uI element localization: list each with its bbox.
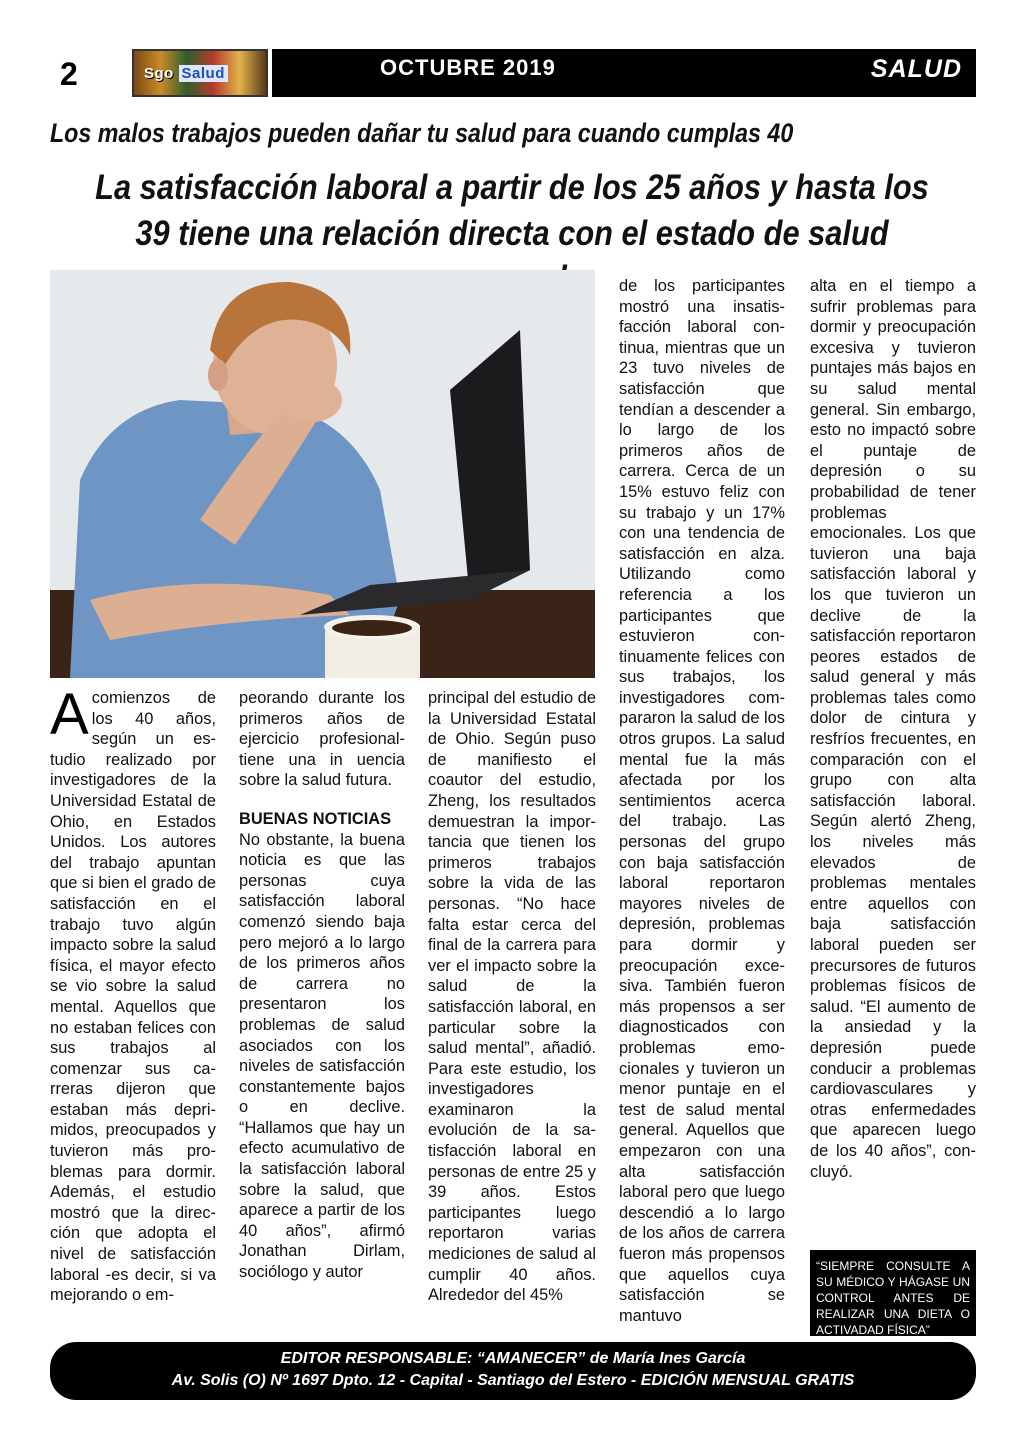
issue-date: OCTUBRE 2019 <box>380 55 556 80</box>
article-column-5 <box>810 276 976 1182</box>
column-2-text-b: No obstante, la buena noticia es que las personas cuya satisfacción laboral comenzó siendo baja pero mejoró a lo largo de los primeros años de carrera no presentaron los problemas de salud asociados con los niveles de satisfacción constantemente bajos o en declive. “Hallamos que hay un efecto acumulativo de la satisfacción laboral sobre la salud, que aparece a partir de los 40 años”, afirmó Jonathan Dirlam, sociólogo y autor <box>239 830 405 1282</box>
article-photo <box>50 270 595 678</box>
article-column-4 <box>619 276 785 1326</box>
section-title: SALUD <box>870 55 962 83</box>
column-2-text-a: peorando durante los primeros años de ejercicio profesional- tiene una in uencia sobre la salud futura. <box>239 689 405 790</box>
article-column-2 <box>239 688 405 1283</box>
logo-text-a: Sgo <box>144 65 174 82</box>
photo-illustration <box>50 270 595 678</box>
footer-editor-line: EDITOR RESPONSABLE: “AMANECER” de María Ines García <box>280 1350 746 1367</box>
article-kicker: Los malos trabajos pueden dañar tu salud para cuando cumplas 40 <box>50 118 794 148</box>
logo-text <box>144 65 228 82</box>
logo-text-b: Salud <box>179 65 228 82</box>
column-5-text: alta en el tiempo a sufrir problemas para dormir y preocupación excesiva y tuvieron puntajes más bajos en su salud mental general. Sin embargo, esto no impactó sobre el puntaje de depresión o su probabilidad de tener problemas emocionales. Los que tuvieron una baja satisfacción laboral y los que tuvieron un declive de la satisfacción reportaron peores estados de salud general y más problemas tales como dolor de cintura y resfríos frecuentes, en comparación con el grupo con alta satisfacción laboral. Según alertó Zheng, los niveles más elevados de problemas mentales entre aquellos con baja satisfacción laboral pueden ser precursores de futuros problemas físicos de salud. “El aumento de la ansiedad y la depresión puede conducir a problemas cardiovasculares y otras enfermedades que aparecen luego de los 40 años”, concluyó. <box>810 277 976 1181</box>
footer-banner <box>50 1342 976 1400</box>
article-headline: La satisfacción laboral a partir de los 25 años y hasta los 39 tiene una relación directa con el estado de salud <box>95 168 929 253</box>
column-3-text: principal del estudio de la Universidad Estatal de Ohio. Según puso de manifiesto el coautor del estudio, Zheng, los resultados demuestran la importancia que tienen los primeros trabajos sobre la vida de las personas. “No hace falta estar cerca del final de la carrera para ver el impacto sobre la salud de la satisfacción laboral, en particular sobre la salud mental”, añadió. Para este estudio, los investigadores examinaron la evolución de la satisfacción laboral en personas de entre 25 y 39 años. Estos participantes luego reportaron varias mediciones de salud al cumplir 40 años. Alrededor del 45% <box>428 689 596 1305</box>
drop-cap: A <box>50 682 89 747</box>
footer-address-line: Av. Solis (O) Nº 1697 Dpto. 12 - Capital - Santiago del Estero - EDICIÓN MENSUAL GRATIS <box>171 1372 855 1389</box>
column-4-text: de los participantes mostró una insatisfacción laboral continua, mientras que un 23 tuvo niveles de satisfacción que tendían a descender a lo largo de los primeros años de carrera. Cerca de un 15% estuvo feliz con su trabajo y un 17% con una tendencia de satisfacción en alza. Utilizando como referencia a los participantes que estuvieron continuamente felices con sus trabajos, los investigadores compararon la salud de los otros grupos. La salud mental fue la más afectada por los sentimientos acerca del trabajo. Las personas del grupo con baja satisfacción laboral reportaron mayores niveles de depresión, problemas para dormir y preocupación excesiva. También fueron más propensos a ser diagnosticados con problemas emocionales y tuvieron un menor puntaje en el test de salud mental general. Aquellos que empezaron con una alta satisfacción laboral pero que luego descendió a lo largo de los años de carrera fueron más propensos que aquellos cuya satisfacción se mantuvo <box>619 277 785 1325</box>
subhead-buenas-noticias: BUENAS NOTICIAS <box>239 809 392 828</box>
health-advice-callout: “SIEMPRE CONSULTE A SU MÉDICO Y HÁGASE UN CONTROL ANTES DE REALIZAR UNA DIETA O ACTIVADAD FÍSICA” <box>810 1250 976 1336</box>
page-number: 2 <box>60 56 78 92</box>
column-1-text: comienzos de los 40 años, según un estudio realizado por investigadores de la Universidad Estatal de Ohio, en Estados Unidos. Los autores del trabajo apuntan que si bien el grado de satisfacción en el trabajo tuvo algún impacto sobre la salud física, el mayor efecto se vio sobre la salud mental. Aquellos que no estaban felices con sus trabajos al comenzar sus carreras dijeron que estaban más deprimidos, preocupados y tuvieron más problemas para dormir. Además, el estudio mostró que la dirección que adopta el nivel de satisfacción laboral -es decir, si va mejorando o em- <box>50 689 216 1305</box>
article-column-1 <box>50 682 216 1306</box>
newspaper-logo <box>132 49 268 97</box>
article-column-3 <box>428 688 596 1306</box>
